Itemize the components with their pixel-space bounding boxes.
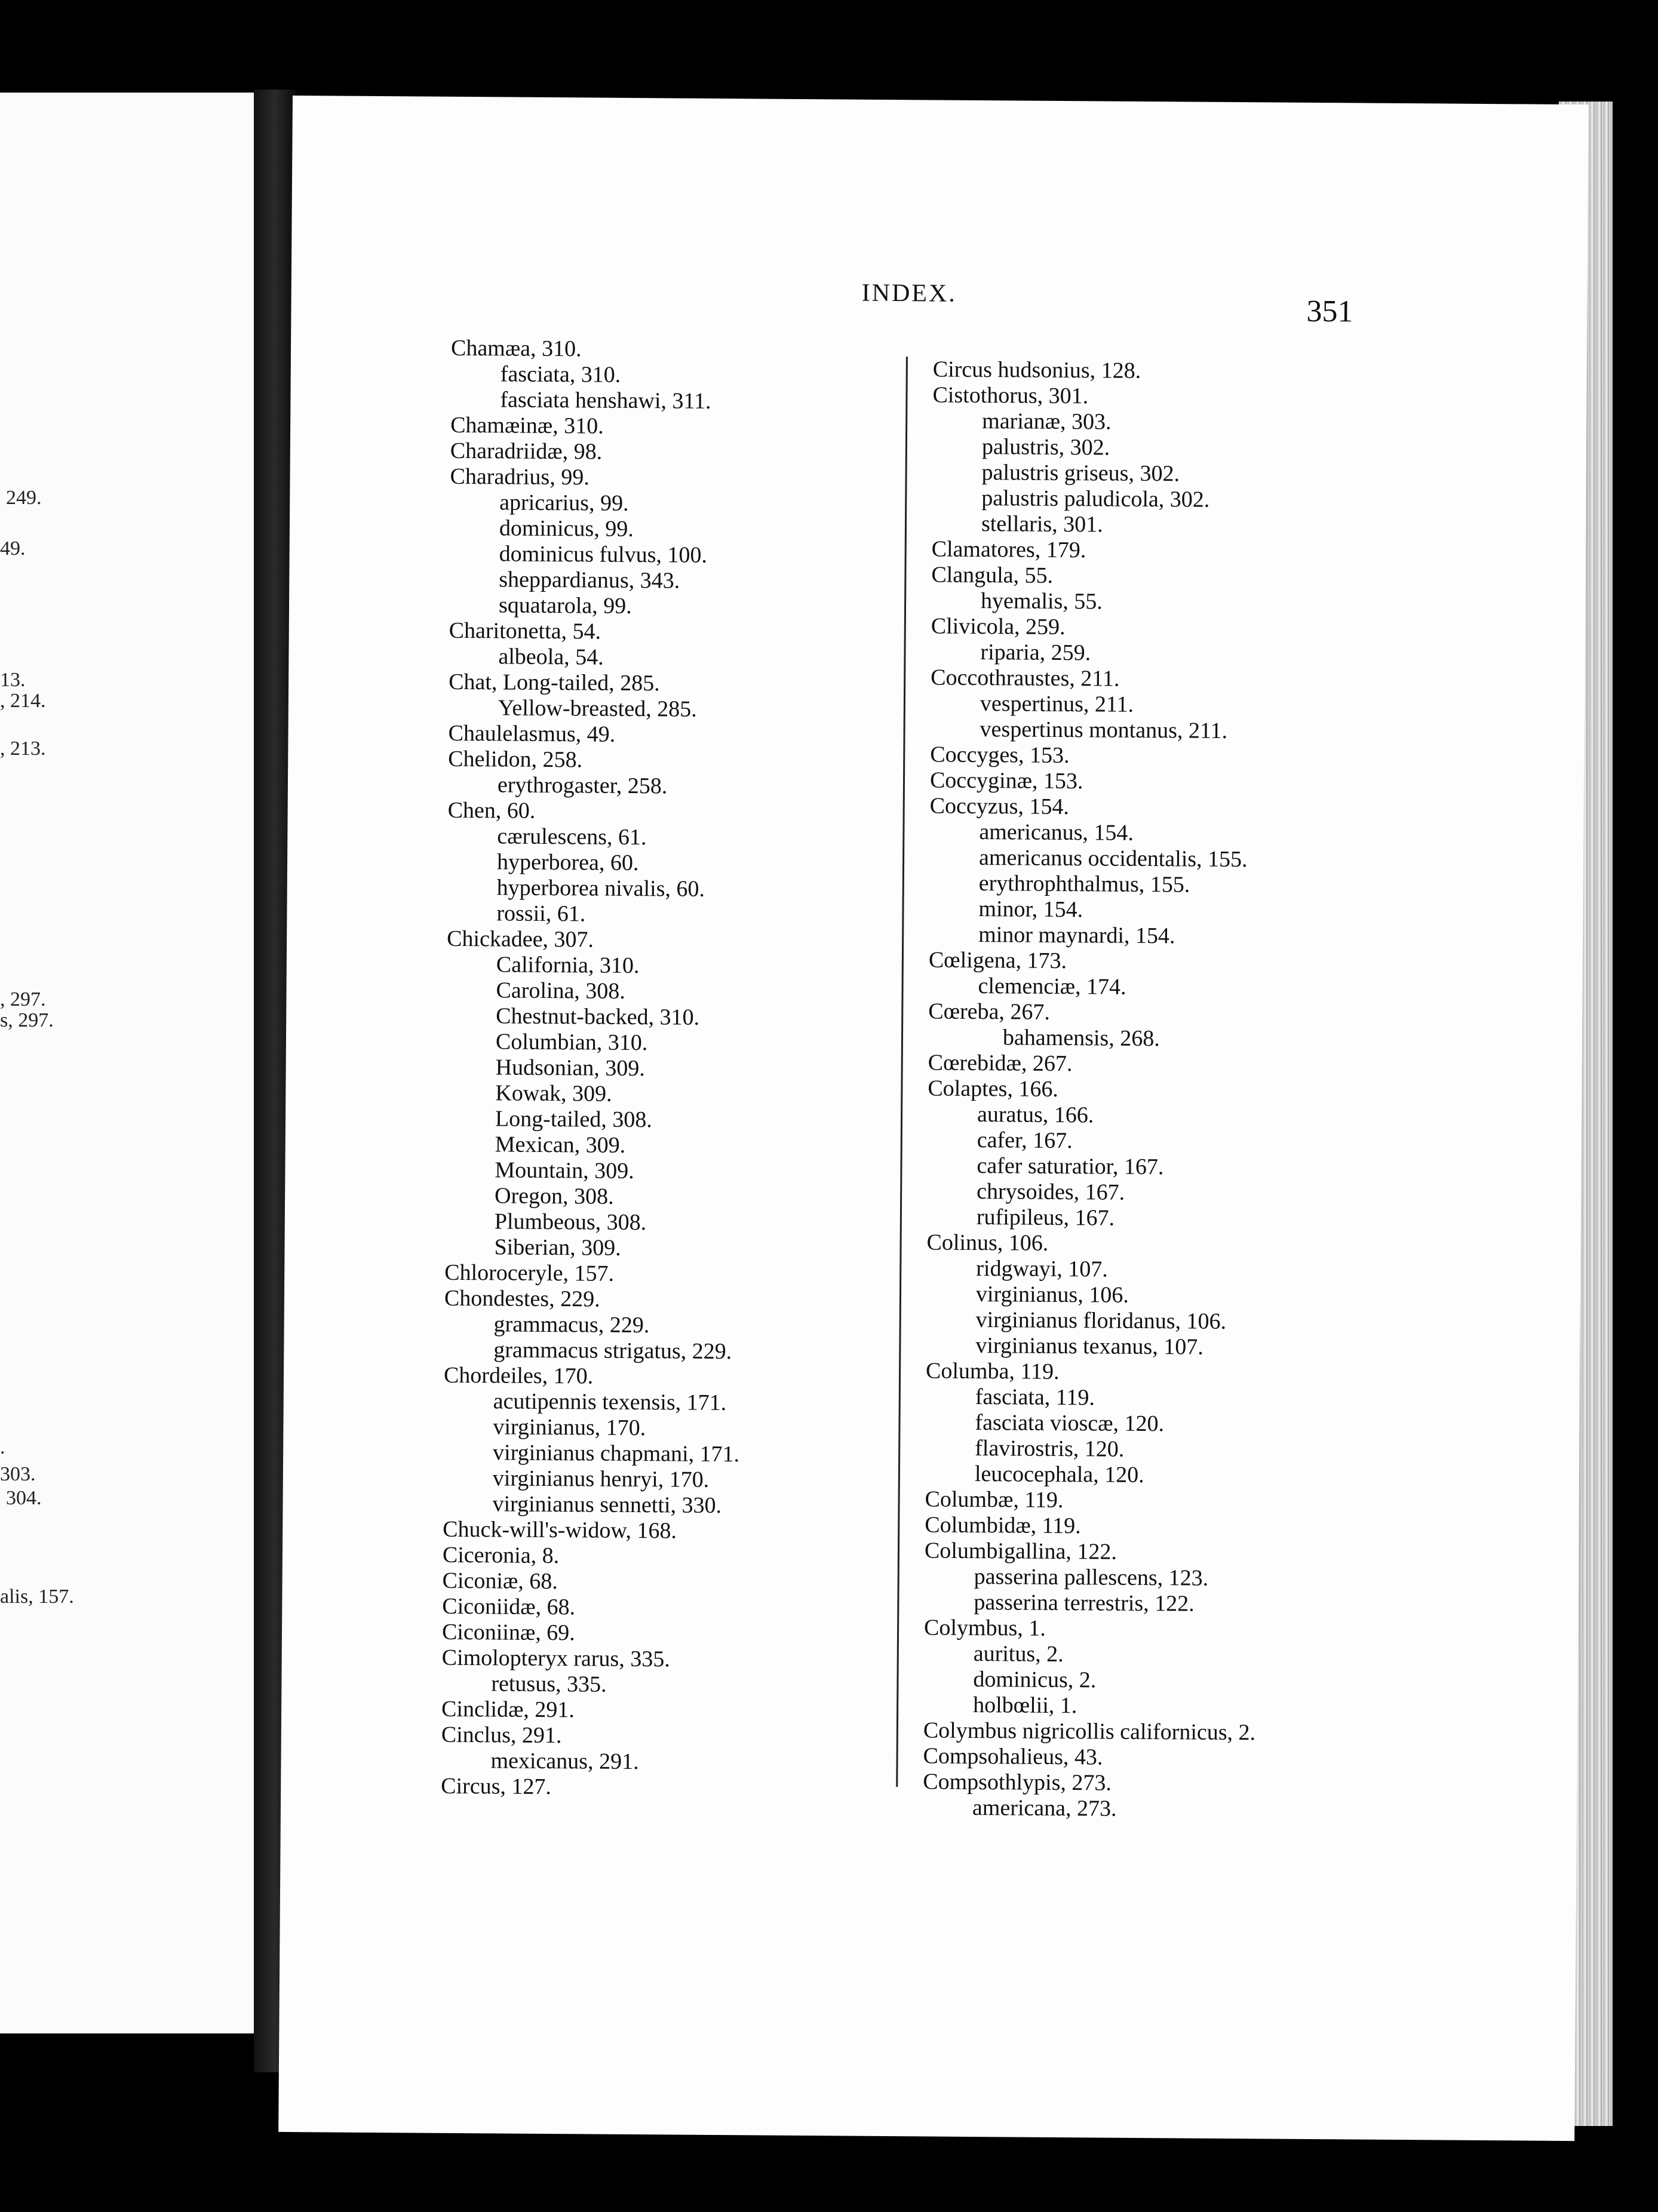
index-subentry: americana, 273. [972, 1795, 1117, 1821]
index-subentry: rossii, 61. [496, 901, 586, 927]
index-subentry: stellaris, 301. [981, 511, 1103, 537]
index-subentry: Long-tailed, 308. [495, 1106, 652, 1133]
index-entry: Ciconiæ, 68. [442, 1568, 558, 1595]
index-subentry: Hudsonian, 309. [495, 1055, 645, 1082]
index-entry: Cœrebidæ, 267. [928, 1050, 1073, 1077]
index-entry: Coccyginæ, 153. [929, 767, 1083, 794]
index-entry: Chordeiles, 170. [443, 1362, 594, 1389]
index-subentry: americanus, 154. [979, 819, 1134, 846]
index-subentry: Mexican, 309. [495, 1132, 626, 1158]
index-entry: Cimolopteryx rarus, 335. [441, 1645, 670, 1672]
index-subentry: fasciata vioscæ, 120. [975, 1410, 1165, 1437]
index-entry: Ciconiidæ, 68. [442, 1593, 576, 1620]
index-subentry: grammacus, 229. [493, 1311, 650, 1338]
facing-page-text: . [0, 1436, 5, 1458]
index-entry: Cœreba, 267. [928, 999, 1051, 1025]
index-subentry: dominicus, 99. [499, 515, 634, 542]
index-subentry: virginianus, 170. [493, 1414, 646, 1441]
index-subentry: chrysoides, 167. [977, 1179, 1125, 1205]
index-entry: Cistothorus, 301. [932, 382, 1089, 409]
index-subentry: sheppardianus, 343. [499, 567, 680, 594]
facing-page-text: 13. [0, 669, 26, 691]
index-subentry: Carolina, 308. [496, 978, 626, 1004]
index-entry: Colymbus nigricollis californicus, 2. [923, 1718, 1256, 1746]
index-subentry: minor, 154. [978, 896, 1083, 923]
index-entry: Chloroceryle, 157. [444, 1259, 615, 1286]
running-head: INDEX. [861, 279, 957, 308]
index-entry: Coccyges, 153. [930, 742, 1070, 769]
index-subentry: fasciata, 310. [500, 361, 621, 388]
index-column-right [923, 357, 1265, 1823]
index-subentry: clemenciæ, 174. [978, 973, 1126, 1000]
index-entry: Charadrius, 99. [450, 463, 589, 490]
index-entry: Cinclus, 291. [441, 1722, 562, 1749]
facing-page-text: 249. [6, 487, 42, 509]
index-entry: Compsothlypis, 273. [923, 1769, 1112, 1796]
index-subentry: dominicus fulvus, 100. [499, 541, 708, 568]
index-subentry: palustris griseus, 302. [981, 460, 1180, 487]
index-subentry: hyperborea, 60. [496, 849, 639, 876]
index-subentry: Yellow-breasted, 285. [498, 695, 697, 722]
column-divider [896, 357, 908, 1787]
index-subentry: virginianus sennetti, 330. [492, 1491, 722, 1519]
index-entry: Chickadee, 307. [447, 926, 594, 953]
index-subentry: Plumbeous, 308. [494, 1209, 647, 1236]
index-subentry: riparia, 259. [980, 640, 1091, 666]
index-subentry: auritus, 2. [973, 1641, 1064, 1667]
index-subentry: palustris, 302. [981, 434, 1110, 460]
index-entry: Clangula, 55. [931, 562, 1054, 588]
index-entry: Chelidon, 258. [448, 746, 583, 773]
index-subentry: hyemalis, 55. [980, 588, 1103, 615]
index-subentry: americanus occidentalis, 155. [978, 845, 1248, 872]
index-entry: Ciconiinæ, 69. [441, 1619, 575, 1646]
index-subentry: retusus, 335. [491, 1671, 607, 1697]
index-entry: Coccothraustes, 211. [931, 665, 1120, 692]
index-subentry: fasciata henshawi, 311. [500, 387, 711, 414]
index-subentry: Siberian, 309. [494, 1234, 621, 1261]
index-subentry: vespertinus montanus, 211. [980, 717, 1228, 744]
index-entry: Compsohalieus, 43. [923, 1743, 1103, 1770]
page-number: 351 [1306, 294, 1353, 329]
index-subentry: albeola, 54. [498, 644, 604, 670]
index-page [278, 96, 1589, 2141]
index-subentry: acutipennis texensis, 171. [493, 1388, 727, 1416]
index-entry: Columba, 119. [925, 1358, 1060, 1385]
index-subentry: auratus, 166. [977, 1102, 1094, 1128]
index-subentry: virginianus chapmani, 171. [492, 1440, 740, 1467]
index-subentry: fasciata, 119. [975, 1384, 1095, 1411]
index-subentry: bahamensis, 268. [1002, 1025, 1160, 1052]
facing-page [0, 93, 263, 2033]
index-subentry: cafer, 167. [977, 1127, 1073, 1154]
index-subentry: virginianus floridanus, 106. [975, 1307, 1227, 1334]
index-subentry: minor maynardi, 154. [978, 922, 1175, 949]
index-entry: Chamæa, 310. [450, 335, 582, 362]
index-subentry: Mountain, 309. [495, 1157, 634, 1184]
index-entry: Circus hudsonius, 128. [932, 357, 1141, 383]
index-subentry: passerina terrestris, 122. [974, 1590, 1195, 1617]
index-subentry: dominicus, 2. [973, 1667, 1097, 1693]
index-entry: Cœligena, 173. [928, 947, 1067, 974]
index-entry: Circus, 127. [441, 1773, 552, 1800]
index-subentry: erythrogaster, 258. [497, 772, 668, 799]
index-subentry: apricarius, 99. [499, 490, 629, 516]
index-subentry: hyperborea nivalis, 60. [496, 875, 705, 902]
index-entry: Clivicola, 259. [931, 613, 1066, 640]
index-entry: Chat, Long-tailed, 285. [449, 669, 660, 696]
facing-page-text: , 213. [0, 738, 46, 760]
index-subentry: Columbian, 310. [495, 1029, 648, 1056]
index-subentry: cærulescens, 61. [497, 824, 647, 850]
index-subentry: virginianus, 106. [975, 1282, 1129, 1308]
index-entry: Ciceronia, 8. [442, 1542, 560, 1569]
index-subentry: passerina pallescens, 123. [974, 1564, 1209, 1591]
index-subentry: grammacus strigatus, 229. [493, 1337, 732, 1365]
index-entry: Cinclidæ, 291. [441, 1696, 575, 1723]
index-subentry: Kowak, 309. [495, 1080, 612, 1107]
index-subentry: virginianus henryi, 170. [492, 1466, 710, 1492]
index-entry: Chaulelasmus, 49. [448, 720, 616, 747]
index-subentry: leucocephala, 120. [974, 1461, 1144, 1488]
facing-page-text: alis, 157. [0, 1586, 74, 1608]
index-subentry: Chestnut-backed, 310. [496, 1003, 700, 1030]
index-entry: Charadriidæ, 98. [450, 438, 603, 465]
index-entry: Chondestes, 229. [444, 1285, 600, 1312]
index-subentry: holbœlii, 1. [973, 1692, 1077, 1719]
facing-page-text: , 297. [0, 988, 46, 1010]
index-entry: Chuck-will's-widow, 168. [443, 1516, 677, 1544]
index-entry: Charitonetta, 54. [449, 617, 601, 644]
index-subentry: squatarola, 99. [498, 592, 632, 619]
index-subentry: flavirostris, 120. [975, 1436, 1125, 1462]
index-entry: Clamatores, 179. [931, 536, 1086, 563]
index-column-left [441, 336, 747, 1801]
index-subentry: California, 310. [496, 952, 640, 979]
index-subentry: vespertinus, 211. [980, 691, 1134, 717]
index-entry: Coccyzus, 154. [929, 793, 1070, 820]
facing-page-text: 304. [6, 1487, 42, 1509]
facing-page-text: 303. [0, 1463, 36, 1485]
index-subentry: rufipileus, 167. [976, 1205, 1115, 1231]
index-subentry: mexicanus, 291. [490, 1748, 639, 1775]
index-entry: Colinus, 106. [926, 1230, 1049, 1256]
index-subentry: Oregon, 308. [494, 1183, 614, 1209]
index-subentry: ridgwayi, 107. [976, 1256, 1109, 1282]
facing-page-text: s, 297. [0, 1009, 54, 1031]
index-entry: Chen, 60. [447, 797, 536, 824]
facing-page-text: 49. [0, 537, 26, 560]
index-entry: Columbidæ, 119. [925, 1512, 1081, 1539]
index-subentry: virginianus texanus, 107. [975, 1333, 1203, 1360]
index-subentry: erythrophthalmus, 155. [978, 871, 1190, 898]
index-entry: Colymbus, 1. [923, 1615, 1046, 1641]
index-entry: Columbigallina, 122. [924, 1538, 1117, 1565]
index-entry: Colaptes, 166. [928, 1076, 1059, 1102]
index-entry: Columbæ, 119. [925, 1486, 1064, 1513]
index-subentry: palustris paludicola, 302. [981, 486, 1210, 512]
index-subentry: cafer saturatior, 167. [977, 1153, 1164, 1180]
index-entry: Chamæinæ, 310. [450, 412, 604, 439]
index-subentry: marianæ, 303. [982, 408, 1112, 435]
facing-page-text: , 214. [0, 690, 46, 712]
